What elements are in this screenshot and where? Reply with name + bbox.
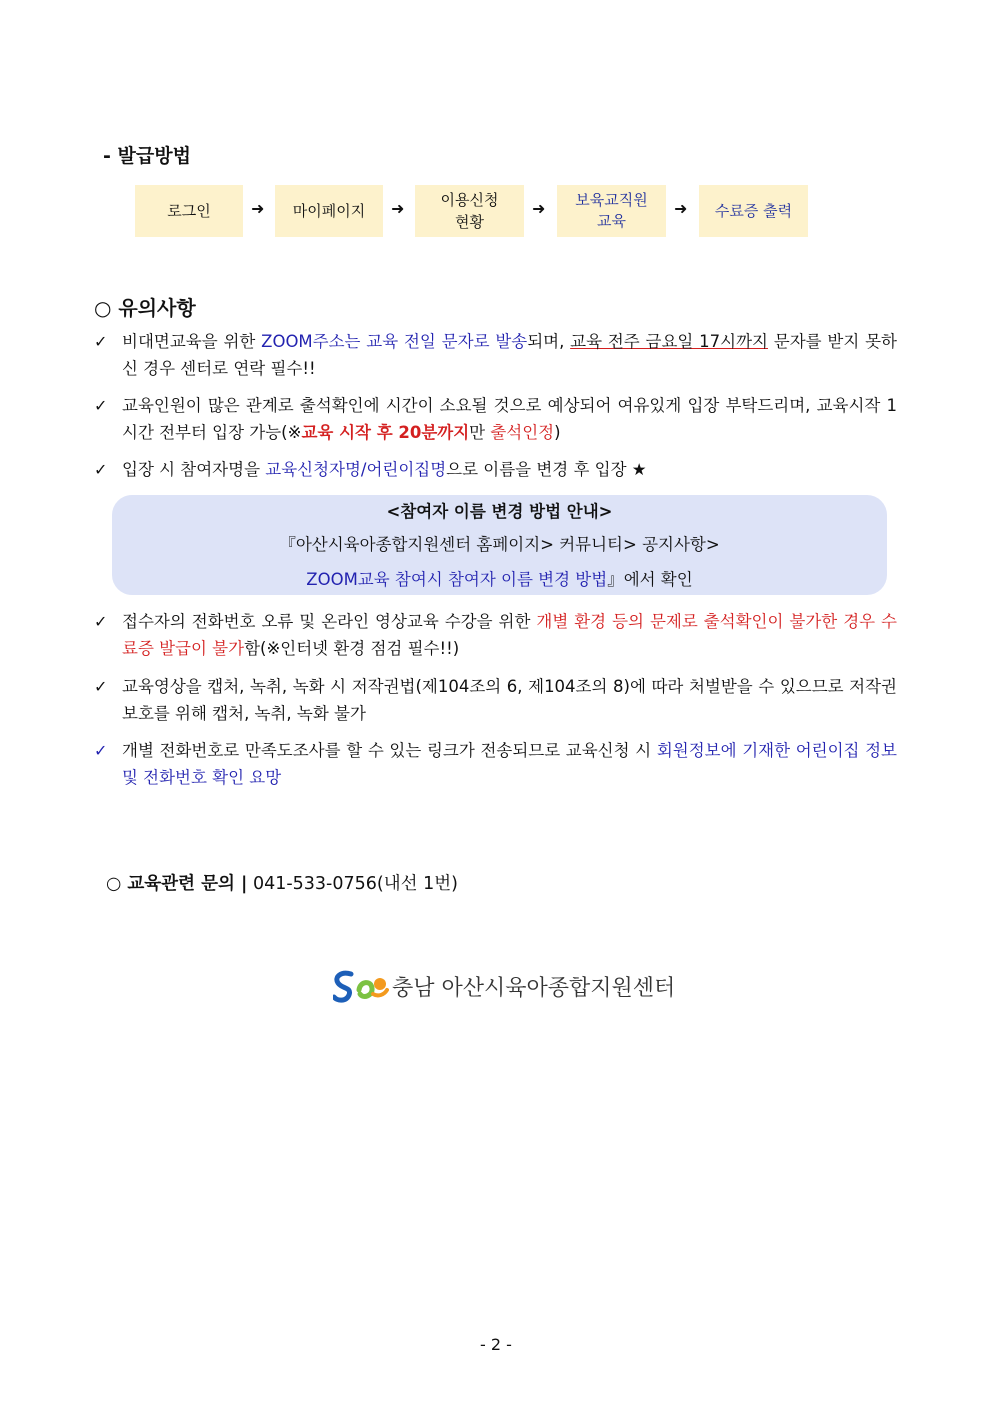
note-attendance-time bbox=[94, 392, 897, 446]
note-highlight: 교육 시작 후 20분까지 bbox=[301, 423, 470, 442]
note-text: 접수자의 전화번호 오류 및 온라인 영상교육 수강을 위한 bbox=[122, 612, 537, 631]
note-highlight: 교육신청자명/어린이집명 bbox=[265, 460, 447, 479]
arrow-icon: ➜ bbox=[674, 199, 688, 218]
step-education-label: 교육 bbox=[597, 212, 626, 230]
note-text: 만 bbox=[469, 423, 491, 442]
step-application-status bbox=[415, 185, 524, 237]
issue-method-heading: - 발급방법 bbox=[103, 145, 191, 167]
note-highlight: 출석인정 bbox=[490, 423, 555, 442]
note-text: 교육영상을 캡처, 녹취, 녹화 시 저작권법(제104조의 6, 제104조의 8)에 따라 처벌받을 수 있으므로 저작권 보호를 위해 캡처, 녹취, 녹화 불가 bbox=[122, 677, 897, 723]
step-print-certificate bbox=[699, 185, 808, 237]
note-text: 되며, bbox=[527, 332, 571, 351]
step-mypage-label: 마이페이지 bbox=[292, 202, 366, 220]
step-mypage bbox=[275, 185, 383, 237]
note-text: 문자를 받지 못하신 경우 센터로 연락 필수!! bbox=[122, 332, 898, 378]
page-number: - 2 - bbox=[480, 1335, 512, 1354]
guide-line-2 bbox=[112, 566, 887, 590]
note-highlight: ZOOM주소는 교육 전일 문자로 발송 bbox=[261, 332, 528, 351]
step-application-label: 이용신청 bbox=[440, 191, 499, 209]
note-text: 교육인원이 많은 관계로 출석확인에 시간이 소요될 것으로 예상되어 여유있게 입장 부탁드리며, 교육시작 1시간 전부터 입장 가능(※ bbox=[122, 396, 897, 442]
step-teacher-education bbox=[557, 185, 666, 237]
note-highlight: 개별 환경 등의 문제로 출석확인이 불가한 경우 수료증 발급이 불가 bbox=[122, 612, 897, 658]
guide-line-1: 『아산시육아종합지원센터 홈페이지> 커뮤니티> 공지사항> bbox=[279, 535, 720, 554]
center-logo-icon bbox=[333, 968, 389, 1006]
contact-phone: 041-533-0756(내선 1번) bbox=[247, 874, 458, 894]
check-icon: ✓ bbox=[94, 612, 108, 631]
arrow-icon: ➜ bbox=[532, 199, 546, 218]
arrow-icon: ➜ bbox=[251, 199, 265, 218]
check-icon: ✓ bbox=[94, 460, 108, 479]
guide-title: <참여자 이름 변경 방법 안내> bbox=[386, 502, 613, 521]
note-certificate-restriction bbox=[94, 608, 897, 662]
check-icon: ✓ bbox=[94, 332, 108, 351]
contact-label: ○ 교육관련 문의 | bbox=[106, 874, 248, 894]
note-text: 함(※인터넷 환경 점검 필수!!) bbox=[244, 639, 460, 658]
notes-heading: ○ 유의사항 bbox=[94, 296, 196, 320]
step-print-label: 수료증 출력 bbox=[714, 202, 793, 220]
note-satisfaction-survey bbox=[94, 737, 897, 791]
note-text: 비대면교육을 위한 bbox=[122, 332, 262, 351]
note-text: ) bbox=[554, 423, 561, 442]
note-underline: 교육 전주 금요일 17시까지 bbox=[570, 332, 768, 351]
note-text: 입장 시 참여자명을 bbox=[122, 460, 266, 479]
note-highlight: 회원정보에 기재한 어린이집 정보 및 전화번호 확인 요망 bbox=[122, 741, 897, 787]
step-status-label: 현황 bbox=[455, 213, 484, 231]
check-icon: ✓ bbox=[94, 741, 108, 760]
step-teacher-label: 보육교직원 bbox=[575, 191, 648, 209]
step-login-label: 로그인 bbox=[167, 202, 211, 220]
guide-line-2-suffix: 』에서 확인 bbox=[607, 570, 693, 589]
step-login bbox=[135, 185, 243, 237]
note-copyright bbox=[94, 673, 897, 727]
check-icon: ✓ bbox=[94, 396, 108, 415]
note-text: 으로 이름을 변경 후 입장 ★ bbox=[446, 460, 647, 479]
guide-method-link: ZOOM교육 참여시 참여자 이름 변경 방법 bbox=[306, 570, 608, 589]
note-zoom-address bbox=[94, 328, 897, 382]
arrow-icon: ➜ bbox=[391, 199, 405, 218]
rename-guide-box bbox=[112, 495, 887, 595]
note-rename-participant bbox=[94, 456, 897, 483]
check-icon: ✓ bbox=[94, 677, 108, 696]
center-logo-text: 충남 아산시육아종합지원센터 bbox=[392, 976, 676, 1001]
note-text: 개별 전화번호로 만족도조사를 할 수 있는 링크가 전송되므로 교육신청 시 bbox=[122, 741, 657, 760]
contact-info bbox=[106, 870, 458, 895]
